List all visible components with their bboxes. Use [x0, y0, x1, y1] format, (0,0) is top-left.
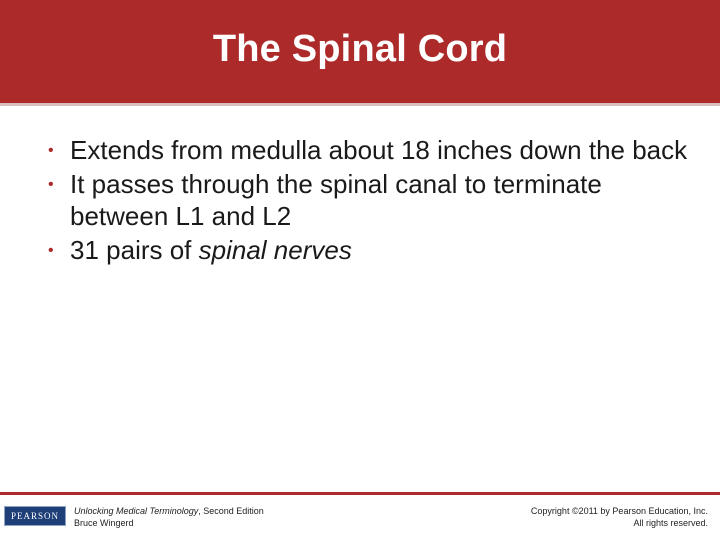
footer-copyright: Copyright ©2011 by Pearson Education, Inc. [530, 506, 708, 516]
footer-copyright-block [531, 505, 708, 529]
bullet-item [48, 234, 688, 266]
bullet-text: 31 pairs of [70, 235, 199, 265]
bullet-dot-icon: • [48, 176, 54, 193]
bullet-emphasis: spinal nerves [198, 235, 352, 265]
bullet-dot-icon: • [48, 142, 54, 159]
bullet-dot-icon: • [48, 242, 54, 259]
bullet-text: It passes through the spinal canal to terminate between L1 and L2 [70, 169, 602, 231]
bullet-item [48, 134, 688, 166]
footer-author: Bruce Wingerd [74, 518, 134, 528]
footer-divider [0, 492, 720, 495]
footer-citation [74, 505, 264, 529]
footer-book-edition: , Second Edition [198, 506, 264, 516]
title-bar [0, 0, 720, 106]
slide-title: The Spinal Cord [212, 28, 508, 70]
footer-rights: All rights reserved. [633, 518, 708, 528]
footer-book-title: Unlocking Medical Terminology [74, 506, 199, 516]
pearson-logo-text: PEARSON [10, 511, 59, 521]
bullet-text: Extends from medulla about 18 inches down the back [70, 135, 688, 165]
pearson-logo [4, 506, 66, 526]
bullet-list [48, 134, 688, 268]
footer-book-line [74, 505, 264, 517]
bullet-item [48, 168, 688, 232]
